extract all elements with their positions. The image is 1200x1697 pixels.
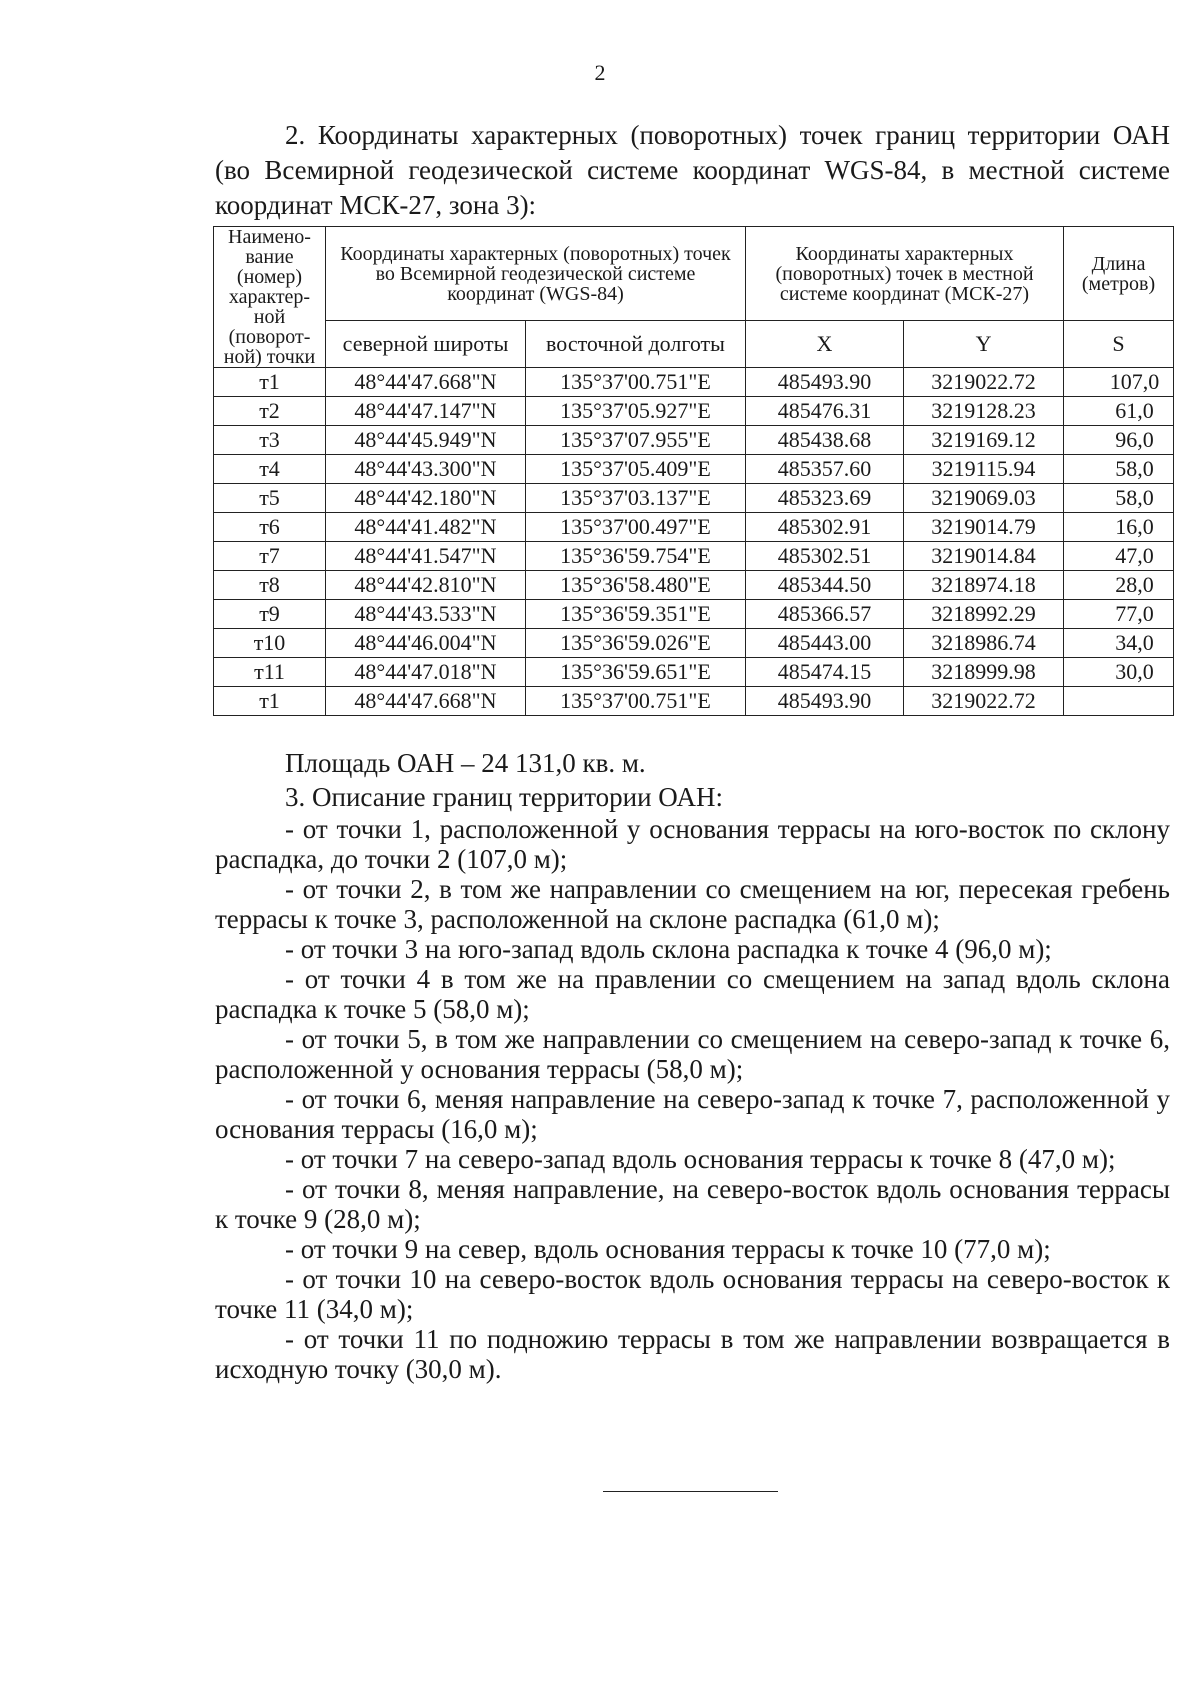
cell-lon: 135°37'03.137"E [526, 484, 746, 513]
cell-y: 3219169.12 [904, 426, 1064, 455]
cell-x: 485476.31 [746, 397, 904, 426]
cell-s: 61,0 [1064, 397, 1174, 426]
cell-lon: 135°37'00.497"E [526, 513, 746, 542]
cell-y: 3218992.29 [904, 600, 1064, 629]
cell-y: 3219014.79 [904, 513, 1064, 542]
cell-lat: 48°44'46.004"N [326, 629, 526, 658]
cell-x: 485344.50 [746, 571, 904, 600]
cell-lat: 48°44'41.547"N [326, 542, 526, 571]
cell-y: 3219069.03 [904, 484, 1064, 513]
table-row [214, 600, 1174, 629]
cell-name: т3 [214, 426, 326, 455]
cell-lat: 48°44'42.810"N [326, 571, 526, 600]
boundary-description-item: - от точки 5, в том же направлении со смещением на северо-запад к точке 6, расположенной у основания террасы (58,0 м); [215, 1024, 1170, 1084]
section-3-title: 3. Описание границ территории ОАН: [285, 782, 723, 812]
table-row [214, 368, 1174, 397]
cell-lon: 135°37'05.409"E [526, 455, 746, 484]
cell-lon: 135°36'58.480"E [526, 571, 746, 600]
cell-y: 3218986.74 [904, 629, 1064, 658]
cell-lat: 48°44'42.180"N [326, 484, 526, 513]
cell-y: 3218974.18 [904, 571, 1064, 600]
header-length: Длина (метров) [1064, 227, 1174, 321]
cell-y: 3219115.94 [904, 455, 1064, 484]
cell-s [1064, 687, 1174, 716]
cell-lon: 135°36'59.351"E [526, 600, 746, 629]
cell-lon: 135°36'59.026"E [526, 629, 746, 658]
cell-lon: 135°37'00.751"E [526, 368, 746, 397]
table-row [214, 397, 1174, 426]
boundary-description-item: - от точки 2, в том же направлении со смещением на юг, пересекая гребень террасы к точке 3, расположенной на склоне распадка (61,0 м); [215, 874, 1170, 934]
boundary-description-item: - от точки 3 на юго-запад вдоль склона распадка к точке 4 (96,0 м); [285, 934, 1052, 964]
header-s: S [1064, 321, 1174, 368]
table-row [214, 455, 1174, 484]
cell-name: т4 [214, 455, 326, 484]
table-row [214, 513, 1174, 542]
cell-x: 485323.69 [746, 484, 904, 513]
cell-lon: 135°37'00.751"E [526, 687, 746, 716]
header-msk27: Координаты характерных (поворотных) точек в местной системе координат (МСК-27) [746, 227, 1064, 321]
table-row [214, 542, 1174, 571]
coordinates-table-body [214, 368, 1174, 716]
cell-name: т10 [214, 629, 326, 658]
cell-s: 34,0 [1064, 629, 1174, 658]
header-x: X [746, 321, 904, 368]
cell-x: 485366.57 [746, 600, 904, 629]
cell-x: 485302.91 [746, 513, 904, 542]
boundary-description-item: - от точки 7 на северо-запад вдоль основания террасы к точке 8 (47,0 м); [285, 1144, 1116, 1174]
cell-lon: 135°36'59.651"E [526, 658, 746, 687]
cell-lat: 48°44'43.533"N [326, 600, 526, 629]
cell-x: 485302.51 [746, 542, 904, 571]
boundary-description-item: - от точки 9 на север, вдоль основания террасы к точке 10 (77,0 м); [285, 1234, 1051, 1264]
cell-name: т6 [214, 513, 326, 542]
cell-name: т8 [214, 571, 326, 600]
cell-y: 3219014.84 [904, 542, 1064, 571]
cell-lat: 48°44'47.668"N [326, 687, 526, 716]
cell-name: т2 [214, 397, 326, 426]
cell-y: 3219022.72 [904, 687, 1064, 716]
boundary-description-item: - от точки 1, расположенной у основания террасы на юго-восток по склону распадка, до точки 2 (107,0 м); [215, 814, 1170, 874]
header-latitude: северной широты [326, 321, 526, 368]
cell-name: т9 [214, 600, 326, 629]
cell-s: 96,0 [1064, 426, 1174, 455]
cell-lat: 48°44'47.018"N [326, 658, 526, 687]
cell-s: 16,0 [1064, 513, 1174, 542]
header-longitude: восточной долготы [526, 321, 746, 368]
cell-lat: 48°44'43.300"N [326, 455, 526, 484]
cell-s: 58,0 [1064, 484, 1174, 513]
table-row [214, 426, 1174, 455]
boundary-description-item: - от точки 10 на северо-восток вдоль основания террасы на северо-восток к точке 11 (34,0 м); [215, 1264, 1170, 1324]
cell-lat: 48°44'45.949"N [326, 426, 526, 455]
cell-y: 3219022.72 [904, 368, 1064, 397]
boundary-description-item: - от точки 8, меняя направление, на северо-восток вдоль основания террасы к точке 9 (28,0 м); [215, 1174, 1170, 1234]
table-row [214, 629, 1174, 658]
header-wgs84: Координаты характерных (поворотных) точек во Всемирной геодезической системе координат (WGS-84) [326, 227, 746, 321]
page-number: 2 [594, 60, 606, 85]
table-row [214, 571, 1174, 600]
cell-s: 30,0 [1064, 658, 1174, 687]
area-text: Площадь ОАН – 24 131,0 кв. м. [285, 748, 646, 778]
cell-y: 3218999.98 [904, 658, 1064, 687]
cell-x: 485474.15 [746, 658, 904, 687]
header-y: Y [904, 321, 1064, 368]
table-row [214, 687, 1174, 716]
cell-name: т1 [214, 687, 326, 716]
cell-name: т1 [214, 368, 326, 397]
cell-lat: 48°44'41.482"N [326, 513, 526, 542]
section-2-heading: 2. Координаты характерных (поворотных) точек границ территории ОАН (во Всемирной геодезической системе координат WGS-84, в местной системе координат МСК-27, зона 3): [215, 120, 1170, 220]
cell-x: 485438.68 [746, 426, 904, 455]
boundary-description-item: - от точки 4 в том же на правлении со смещением на запад вдоль склона распадка к точке 5 (58,0 м); [215, 964, 1170, 1024]
cell-s: 28,0 [1064, 571, 1174, 600]
cell-lat: 48°44'47.147"N [326, 397, 526, 426]
table-row [214, 484, 1174, 513]
cell-lon: 135°37'05.927"E [526, 397, 746, 426]
cell-x: 485493.90 [746, 687, 904, 716]
cell-name: т7 [214, 542, 326, 571]
boundary-description-item: - от точки 6, меняя направление на северо-запад к точке 7, расположенной у основания террасы (16,0 м); [215, 1084, 1170, 1144]
cell-x: 485493.90 [746, 368, 904, 397]
cell-x: 485443.00 [746, 629, 904, 658]
cell-x: 485357.60 [746, 455, 904, 484]
cell-s: 107,0 [1064, 368, 1174, 397]
cell-lon: 135°37'07.955"E [526, 426, 746, 455]
cell-s: 77,0 [1064, 600, 1174, 629]
cell-name: т5 [214, 484, 326, 513]
cell-lon: 135°36'59.754"E [526, 542, 746, 571]
cell-y: 3219128.23 [904, 397, 1064, 426]
cell-s: 58,0 [1064, 455, 1174, 484]
header-point-name: Наимено-вание (номер) характер-ной (поворот-ной) точки [214, 227, 326, 368]
end-separator-line [603, 1491, 778, 1492]
cell-s: 47,0 [1064, 542, 1174, 571]
cell-lat: 48°44'47.668"N [326, 368, 526, 397]
table-row [214, 658, 1174, 687]
cell-name: т11 [214, 658, 326, 687]
boundary-description-item: - от точки 11 по подножию террасы в том же направлении возвращается в исходную точку (30,0 м). [215, 1324, 1170, 1384]
coordinates-table [213, 226, 1174, 716]
